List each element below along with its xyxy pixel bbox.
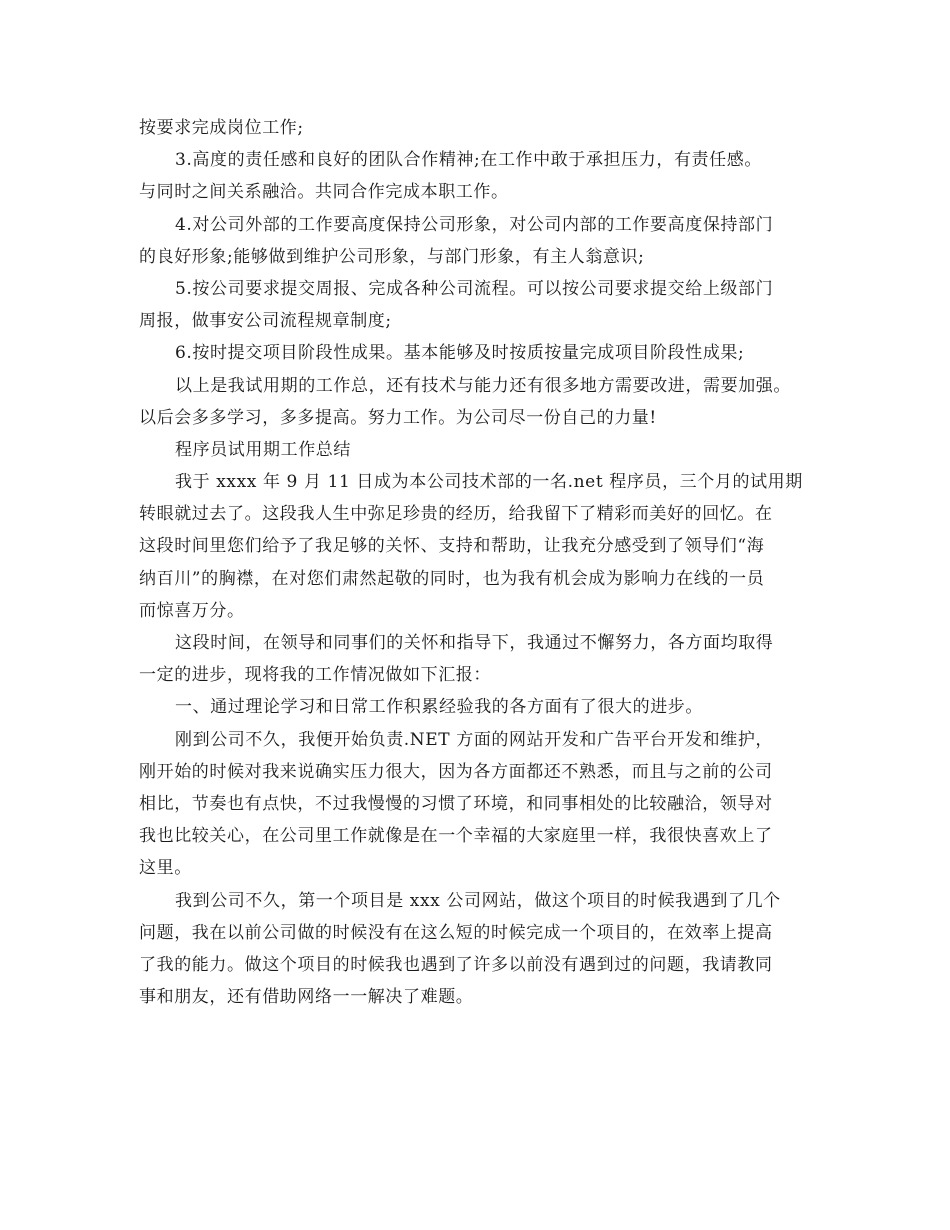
paragraph-start-line: 3.高度的责任感和良好的团队合作精神;在工作中敢于承担压力，有责任感。 [175,150,762,171]
text-line: 相比，节奏也有点快，不过我慢慢的习惯了环境，和同事相处的比较融洽，领导对 [139,793,773,814]
text-line: 周报，做事安公司流程规章制度; [139,311,392,332]
paragraph-start-line: 以上是我试用期的工作总，还有技术与能力还有很多地方需要改进，需要加强。 [175,375,791,396]
text-line: 与同时之间关系融洽。共同合作完成本职工作。 [139,182,509,203]
text-line: 的良好形象;能够做到维护公司形象，与部门形象，有主人翁意识; [139,246,645,267]
paragraph-start-line: 刚到公司不久，我便开始负责.NET 方面的网站开发和广告平台开发和维护， [175,729,774,750]
paragraph-start-line: 我于 xxxx 年 9 月 11 日成为本公司技术部的一名.net 程序员，三个月的试用期 [175,472,803,493]
paragraph-start-line: 我到公司不久，第一个项目是 xxx 公司网站，做这个项目的时候我遇到了几个 [175,890,781,911]
text-line: 我也比较关心，在公司里工作就像是在一个幸福的大家庭里一样，我很快喜欢上了 [139,826,773,847]
text-line: 纳百川”的胸襟，在对您们肃然起敬的同时，也为我有机会成为影响力在线的一员 [139,568,765,589]
text-line: 这段时间里您们给予了我足够的关怀、支持和帮助，让我充分感受到了领导们“海 [139,536,765,557]
paragraph-start-line: 6.按时提交项目阶段性成果。基本能够及时按质按量完成项目阶段性成果; [175,343,745,364]
document-body [139,112,819,1013]
text-line: 了我的能力。做这个项目的时候我也遇到了许多以前没有遇到过的问题，我请教同 [139,954,773,975]
paragraph-start-line: 4.对公司外部的工作要高度保持公司形象，对公司内部的工作要高度保持部门 [175,214,774,235]
text-line: 一定的进步，现将我的工作情况做如下汇报： [139,665,491,686]
text-line: 以后会多多学习，多多提高。努力工作。为公司尽一份自己的力量! [139,407,657,428]
paragraph-start-line: 程序员试用期工作总结 [175,439,351,460]
text-line: 问题，我在以前公司做的时候没有在这么短的时候完成一个项目的，在效率上提高 [139,922,773,943]
text-line: 按要求完成岗位工作; [139,118,304,138]
paragraph-start-line: 一、通过理论学习和日常工作积累经验我的各方面有了很大的进步。 [175,697,703,718]
text-line: 转眼就过去了。这段我人生中弥足珍贵的经历，给我留下了精彩而美好的回忆。在 [139,504,773,525]
text-line: 刚开始的时候对我来说确实压力很大，因为各方面都还不熟悉，而且与之前的公司 [139,761,773,782]
paragraph-start-line: 这段时间，在领导和同事们的关怀和指导下，我通过不懈努力，各方面均取得 [175,633,774,653]
text-line: 而惊喜万分。 [139,600,245,621]
paragraph-start-line: 5.按公司要求提交周报、完成各种公司流程。可以按公司要求提交给上级部门 [175,278,774,299]
text-line: 事和朋友，还有借助网络一一解决了难题。 [139,987,474,1008]
text-line: 这里。 [139,858,192,879]
